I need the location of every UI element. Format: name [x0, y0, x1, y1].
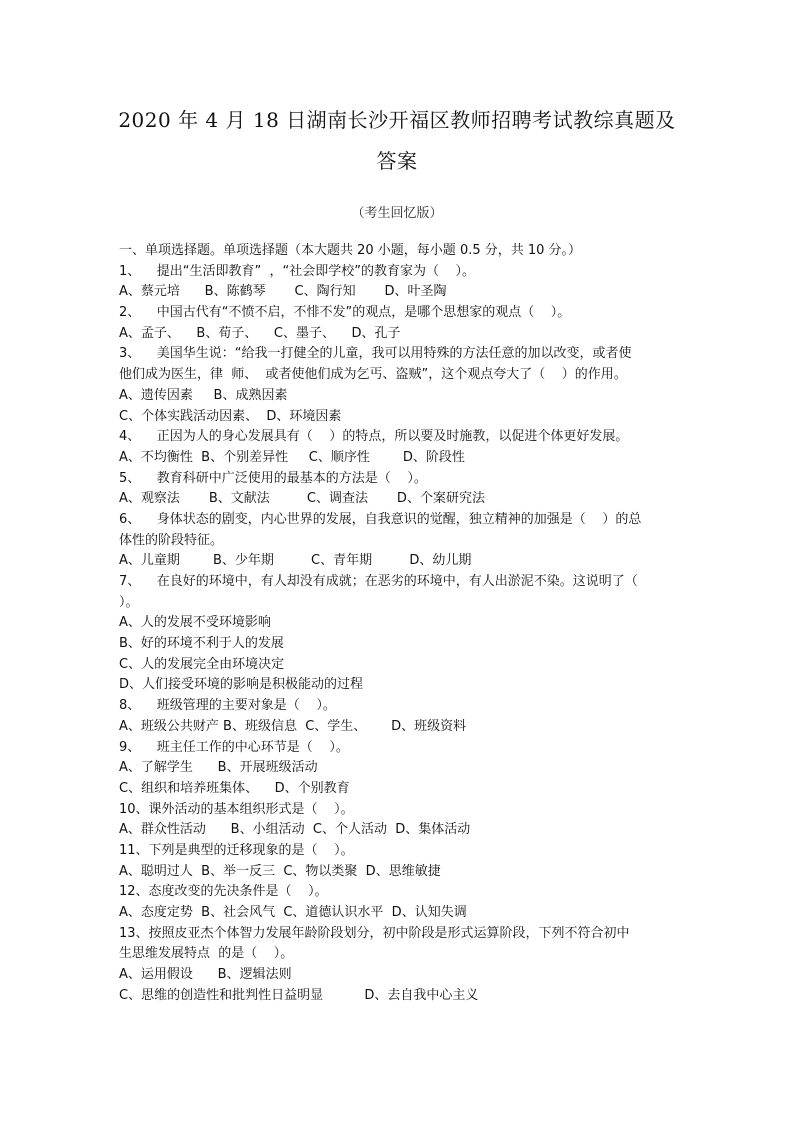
- question-8: 8、 班级管理的主要对象是（ ）。: [119, 698, 336, 714]
- question-2: 2、 中国古代有“不愤不启，不悱不发”的观点，是哪个思想家的观点（ ）。: [119, 305, 571, 321]
- question-6-options: A、儿童期 B、少年期 C、青年期 D、幼儿期: [119, 553, 472, 569]
- section-heading: 一、单项选择题。单项选择题（本大题共 20 小题，每小题 0.5 分，共 10 分。）: [119, 243, 582, 258]
- question-7-option-b: B、好的环境不利于人的发展: [119, 636, 284, 652]
- question-13-options-cd: C、思维的创造性和批判性日益明显 D、去自我中心主义: [119, 987, 479, 1003]
- question-7-option-d: D、人们接受环境的影响是积极能动的过程: [119, 677, 364, 693]
- question-11-options: A、聪明过人 B、举一反三 C、物以类聚 D、思维敏捷: [119, 863, 441, 879]
- document-subtitle: （考生回忆版）: [351, 206, 443, 221]
- question-7-continued: ）。: [119, 594, 139, 610]
- question-4: 4、 正因为人的身心发展具有（ ）的特点，所以要及时施教，以促进个体更好发展。: [119, 429, 629, 445]
- question-12: 12、态度改变的先决条件是（ ）。: [119, 884, 328, 900]
- question-1-options: A、蔡元培 B、陈鹤琴 C、陶行知 D、叶圣陶: [119, 284, 447, 300]
- question-2-options: A、孟子、 B、荀子、 C、墨子、 D、孔子: [119, 325, 401, 341]
- question-13-continued: 生思维发展特点 的是（ ）。: [119, 946, 294, 962]
- question-3-continued: 他们成为医生，律 师、 或者使他们成为乞丐、盗贼”，这个观点夸大了（ ）的作用。: [119, 367, 627, 383]
- question-4-options: A、不均衡性 B、个别差异性 C、顺序性 D、阶段性: [119, 449, 465, 465]
- document-title-line-2: 答案: [376, 149, 418, 173]
- question-1: 1、 提出“生活即教育” ，“社会即学校”的教育家为（ ）。: [119, 263, 476, 279]
- question-6: 6、 身体状态的剧变，内心世界的发展，自我意识的觉醒，独立精神的加强是（ ）的总: [119, 511, 642, 527]
- question-3-options-cd: C、个体实践活动因素、 D、环境因素: [119, 408, 342, 424]
- document-title-line-1: 2020 年 4 月 18 日湖南长沙开福区教师招聘考试教综真题及: [118, 108, 676, 132]
- question-7: 7、 在良好的环境中，有人却没有成就；在恶劣的环境中，有人出淤泥不染。这说明了（: [119, 574, 638, 589]
- question-11: 11、下列是典型的迁移现象的是（ ）。: [119, 842, 354, 858]
- question-9-options-ab: A、了解学生 B、开展班级活动: [119, 760, 318, 776]
- question-3-options-ab: A、遗传因素 B、成熟因素: [119, 387, 288, 403]
- question-6-continued: 体性的阶段特征。: [119, 532, 224, 548]
- question-8-options: A、班级公共财产 B、班级信息 C、学生、 D、班级资料: [119, 718, 467, 734]
- question-3: 3、 美国华生说：“给我一打健全的儿童，我可以用特殊的方法任意的加以改变，或者使: [119, 346, 632, 362]
- question-9: 9、 班主任工作的中心环节是（ ）。: [119, 739, 349, 755]
- question-12-options: A、态度定势 B、社会风气 C、道德认识水平 D、认知失调: [119, 905, 467, 920]
- question-5: 5、 教育科研中广泛使用的最基本的方法是（ ）。: [119, 470, 427, 486]
- question-13-options-ab: A、运用假设 B、逻辑法则: [119, 967, 292, 983]
- question-9-options-cd: C、组织和培养班集体、 D、个别教育: [119, 780, 350, 796]
- exam-questions-body: [119, 241, 679, 1006]
- question-5-options: A、观察法 B、文献法 C、调查法 D、个案研究法: [119, 491, 485, 507]
- question-7-option-a: A、人的发展不受环境影响: [119, 615, 271, 631]
- question-10: 10、课外活动的基本组织形式是（ ）。: [119, 801, 354, 817]
- question-7-option-c: C、人的发展完全由环境决定: [119, 656, 285, 672]
- question-10-options: A、群众性活动 B、小组活动 C、个人活动 D、集体活动: [119, 822, 471, 838]
- question-13: 13、按照皮亚杰个体智力发展年龄阶段划分，初中阶段是形式运算阶段，下列不符合初中: [119, 925, 630, 941]
